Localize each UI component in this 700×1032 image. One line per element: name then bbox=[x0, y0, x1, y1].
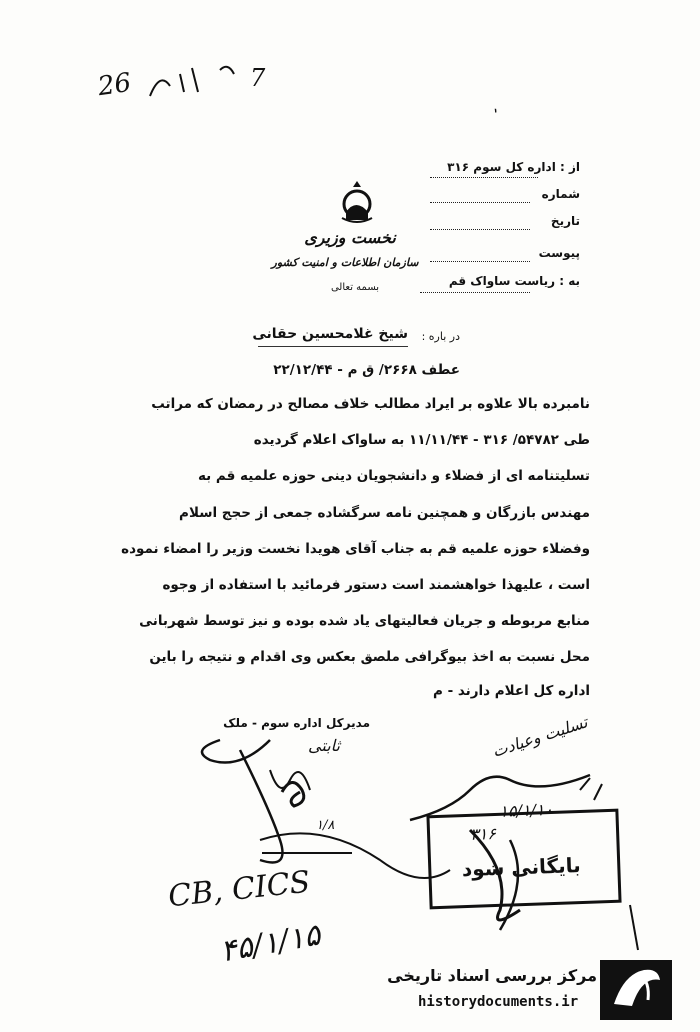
small-note-line bbox=[262, 852, 352, 854]
stamp-text: بایگانی شود bbox=[461, 853, 582, 882]
body-line-7: منابع مربوطه و جریان فعالیتهای یاد شده بوده و نیز توسط شهربانی bbox=[139, 613, 590, 629]
header-attachment: پیوست bbox=[538, 246, 580, 260]
stamp-cross-scribble bbox=[450, 820, 590, 940]
body-line-5: وفضلاء حوزه علمیه قم به جناب آقای هویدا نخست وزیر را امضاء نموده bbox=[121, 541, 590, 557]
signature-mark-center bbox=[278, 772, 318, 812]
stamp-line1: ۱۵/۱/۱۰ bbox=[498, 799, 554, 821]
header-from: از : اداره کل سوم ۳۱۶ bbox=[447, 160, 580, 174]
body-line-6: است ، علیهذا خواهشمند است دستور فرمائید با استفاده از وجوه bbox=[162, 577, 590, 593]
top-scribble-left: 26 bbox=[96, 67, 134, 103]
body-line-8: محل نسبت به اخذ بیوگرافی ملصق بعکس وی اقدام و نتیجه را باین bbox=[149, 649, 590, 665]
history-documents-logo-icon bbox=[600, 960, 672, 1020]
header-number: شماره bbox=[541, 187, 580, 201]
small-note: ۱/۸ bbox=[316, 818, 335, 833]
signatory-line: مدیرکل اداره سوم - ملک bbox=[223, 716, 370, 730]
body-line-9: اداره کل اعلام دارند - م bbox=[432, 683, 590, 699]
stamp-line2: ۳۱۶ bbox=[469, 823, 497, 844]
annotation-condolence: تسلیت وعیادت bbox=[489, 712, 590, 761]
signatory-initial: ثابتی bbox=[308, 736, 340, 755]
body-line-3: تسلیتنامه ای از فضلاء و دانشجویان دینی حوزه علمیه قم به bbox=[197, 468, 590, 484]
top-scribble-marks bbox=[120, 56, 340, 116]
body-line-2: طی ۵۴۷۸۲/ ۳۱۶ - ۱۱/۱۱/۴۴ به ساواک اعلام گردیده bbox=[253, 432, 590, 448]
header-to-line bbox=[420, 292, 530, 293]
handwriting-bottom-2: ۴۵/۱/۱۵ bbox=[217, 917, 324, 970]
emblem-org: سازمان اطلاعات و امنیت کشور bbox=[271, 256, 419, 269]
header-attachment-line bbox=[430, 261, 530, 262]
subject-underline bbox=[258, 346, 408, 347]
body-line-4: مهندس بازرگان و همچنین نامه سرگشاده جمعی از حجج اسلام bbox=[179, 505, 590, 521]
reference-line: عطف ۲۶۶۸/ ق م - ۲۲/۱۲/۴۴ bbox=[273, 362, 460, 378]
header-number-line bbox=[430, 202, 530, 203]
header-date: تاریخ bbox=[550, 214, 580, 228]
subject-value: شیخ غلامحسین حقانی bbox=[252, 326, 408, 342]
emblem-title: نخست وزیری bbox=[304, 228, 396, 247]
bottom-right-tick bbox=[620, 900, 650, 960]
watermark-title: مرکز بررسی اسناد تاریخی bbox=[387, 966, 597, 985]
watermark-url: historydocuments.ir bbox=[418, 994, 579, 1010]
emblem-sub: بسمه تعالی bbox=[330, 282, 380, 293]
lion-and-sun-emblem-icon bbox=[332, 178, 382, 228]
handwriting-bottom-1: CB, CICS bbox=[166, 864, 312, 915]
header-from-underline bbox=[430, 177, 538, 178]
header-date-line bbox=[430, 229, 530, 230]
top-scribble-right: 7 bbox=[250, 64, 266, 92]
header-to: به : ریاست ساواک قم bbox=[448, 274, 580, 288]
body-line-1: نامبرده بالا علاوه بر ایراد مطالب خلاف مصالح در رمضان که مراتب bbox=[151, 396, 590, 412]
subject-label: در باره : bbox=[421, 330, 460, 343]
